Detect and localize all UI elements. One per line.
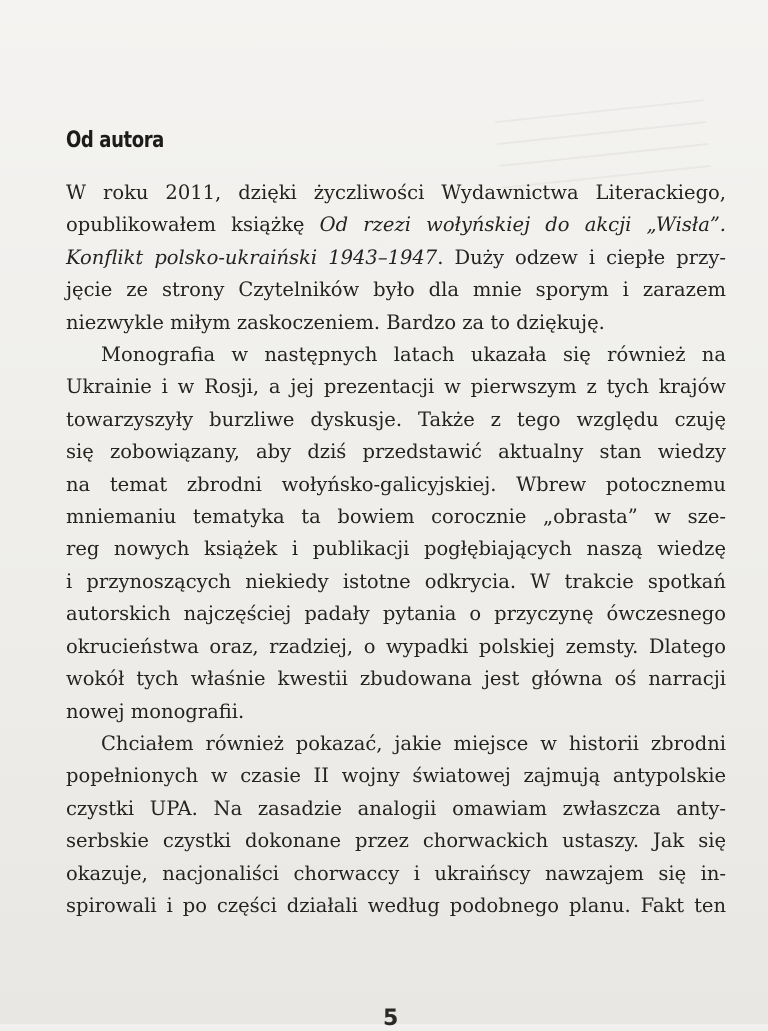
text-line: wokół tych właśnie kwestii zbudowana jest główna oś narracji: [66, 667, 726, 691]
paragraph-1: [66, 177, 726, 339]
paragraph-3: [66, 728, 726, 922]
text-line: reg nowych książek i publikacji pogłębiających naszą wiedzę: [66, 537, 726, 561]
book-title-italic: Konflikt polsko-ukraiński 1943–1947: [66, 245, 438, 269]
text-line: opublikowałem książkę Od rzezi wołyńskiej do akcji „Wisła”.: [66, 213, 726, 237]
text-line: na temat zbrodni wołyńsko-galicyjskiej. Wbrew potocznemu: [66, 472, 726, 496]
text-line: okazuje, nacjonaliści chorwaccy i ukraińscy nawzajem się in-: [66, 861, 726, 885]
text-line: W roku 2011, dzięki życzliwości Wydawnictwa Literackiego,: [66, 181, 726, 204]
text-line: Ukrainie i w Rosji, a jej prezentacji w pierwszym z tych krajów: [66, 375, 726, 399]
text-line: czystki UPA. Na zasadzie analogii omawiam zwłaszcza anty-: [66, 796, 726, 820]
text-line: towarzyszyły burzliwe dyskusje. Także z tego względu czuję: [66, 407, 726, 431]
text-line: Konflikt polsko-ukraiński 1943–1947. Duży odzew i ciepłe przy-: [66, 245, 726, 269]
text-line: nowej monografii.: [66, 699, 245, 723]
text-line: jęcie ze strony Czytelników było dla mnie sporym i zarazem: [66, 278, 726, 302]
text-line: niezwykle miłym zaskoczeniem. Bardzo za to dziękuję.: [66, 310, 605, 334]
text-line: autorskich najczęściej padały pytania o przyczynę ówczesnego: [66, 602, 726, 626]
text-line: i przynoszących niekiedy istotne odkrycia. W trakcie spotkań: [66, 569, 726, 593]
text-line: spirowali i po części działali według podobnego planu. Fakt ten: [66, 893, 726, 917]
text-line: się zobowiązany, aby dziś przedstawić aktualny stan wiedzy: [66, 440, 726, 464]
text-line: popełnionych w czasie II wojny światowej zajmują antypolskie: [66, 764, 726, 788]
body-text: [66, 177, 726, 922]
paragraph-2: [66, 339, 726, 728]
page-number: 5: [383, 1006, 399, 1031]
chapter-heading: Od autora: [66, 128, 164, 153]
book-title-italic: Od rzezi wołyńskiej do akcji „Wisła”.: [319, 213, 726, 237]
text-line: mniemaniu tematyka ta bowiem corocznie „obrasta” w sze-: [66, 505, 726, 529]
text-line: serbskie czystki dokonane przez chorwackich ustaszy. Jak się: [66, 829, 726, 853]
text-line: okrucieństwa oraz, rzadziej, o wypadki polskiej zemsty. Dlatego: [66, 634, 726, 658]
text-line: Chciałem również pokazać, jakie miejsce w historii zbrodni: [101, 731, 726, 755]
text-line: Monografia w następnych latach ukazała się również na: [101, 343, 726, 367]
